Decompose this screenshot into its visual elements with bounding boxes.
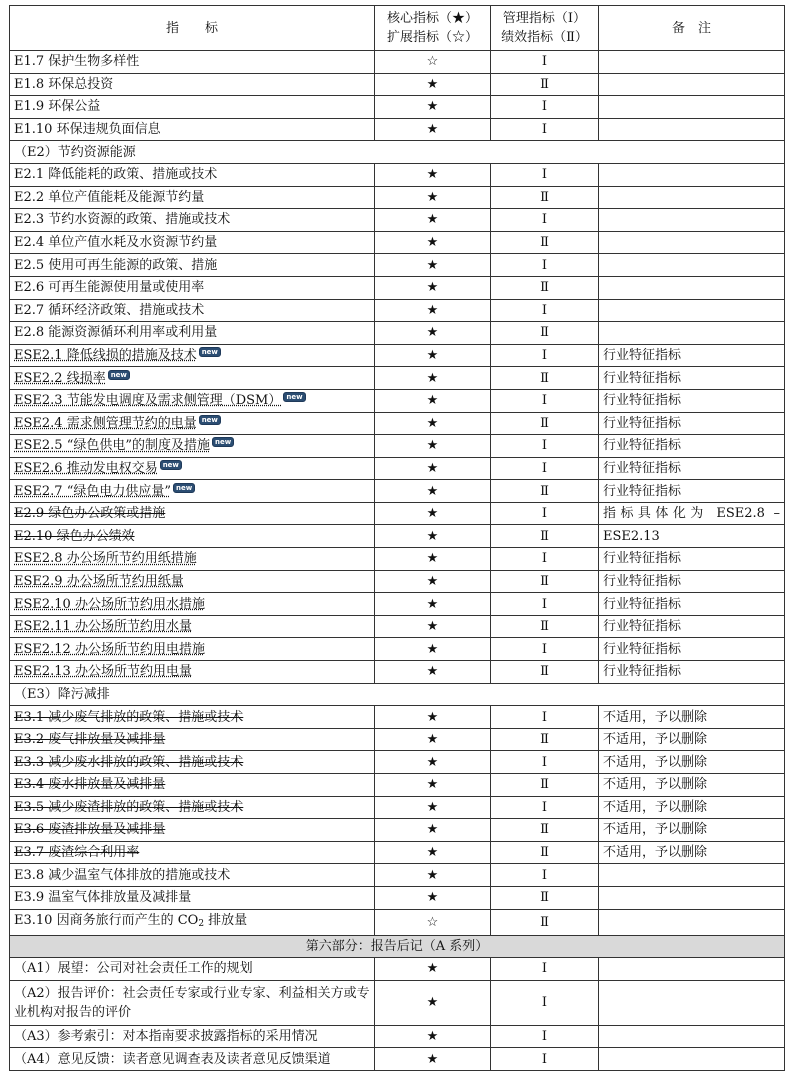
indicator-type: Ⅱ	[491, 322, 599, 345]
table-row	[10, 367, 785, 390]
indicator-type: Ⅰ	[491, 209, 599, 232]
indicator-text-suffix: 排放量	[204, 912, 248, 928]
table-row	[10, 548, 785, 571]
indicator-text: E2.3 节约水资源的政策、措施或技术	[14, 212, 231, 228]
indicator-text: （A1）展望：公司对社会责任工作的规划	[14, 961, 253, 977]
indicator-cell	[10, 389, 375, 412]
remark: 不适用，予以删除	[599, 751, 785, 774]
indicator-text: （A4）意见反馈：读者意见调查表及读者意见反馈渠道	[14, 1051, 331, 1067]
indicator-cell	[10, 548, 375, 571]
solid-star-icon: ★	[375, 480, 491, 503]
indicator-text: E2.4 单位产值水耗及水资源节约量	[14, 235, 218, 251]
indicator-type: Ⅰ	[491, 457, 599, 480]
indicator-cell	[10, 96, 375, 119]
new-badge: new	[199, 415, 221, 425]
solid-star-icon: ★	[375, 276, 491, 299]
table-row	[10, 457, 785, 480]
indicator-text: E1.8 环保总投资	[14, 76, 114, 92]
remark	[599, 958, 785, 981]
indicator-text: E2.10 绿色办公绩效	[14, 528, 135, 544]
indicator-type: Ⅰ	[491, 254, 599, 277]
indicator-text: E3.4 废水排放量及减排量	[14, 777, 166, 793]
indicator-type: Ⅰ	[491, 548, 599, 571]
indicator-text: E1.9 环保公益	[14, 99, 101, 115]
indicator-text: E2.5 使用可再生能源的政策、措施	[14, 257, 218, 273]
indicator-cell	[10, 796, 375, 819]
table-row	[10, 1048, 785, 1071]
table-row	[10, 96, 785, 119]
indicator-text: ESE2.10 办公场所节约用水措施	[14, 596, 205, 612]
solid-star-icon: ★	[375, 73, 491, 96]
indicator-type: Ⅰ	[491, 96, 599, 119]
table-row	[10, 958, 785, 981]
indicator-text: ESE2.4 需求侧管理节约的电量	[14, 415, 197, 431]
solid-star-icon: ★	[375, 254, 491, 277]
table-row	[10, 638, 785, 661]
indicator-cell	[10, 344, 375, 367]
table-row	[10, 276, 785, 299]
indicator-type: Ⅱ	[491, 819, 599, 842]
indicator-text: E3.9 温室气体排放量及减排量	[14, 890, 192, 906]
table-row	[10, 1025, 785, 1048]
indicator-type: Ⅰ	[491, 980, 599, 1025]
remark: 不适用，予以删除	[599, 774, 785, 797]
section-row	[10, 683, 785, 706]
indicator-text: ESE2.12 办公场所节约用电措施	[14, 641, 205, 657]
indicator-cell	[10, 909, 375, 935]
indicator-type: Ⅰ	[491, 389, 599, 412]
solid-star-icon: ★	[375, 344, 491, 367]
remark	[599, 980, 785, 1025]
solid-star-icon: ★	[375, 1025, 491, 1048]
table-row	[10, 344, 785, 367]
indicator-text: ESE2.9 办公场所节约用纸量	[14, 573, 184, 589]
solid-star-icon: ★	[375, 118, 491, 141]
remark	[599, 322, 785, 345]
header-indicator: 指 标	[10, 6, 375, 51]
table-row	[10, 706, 785, 729]
indicator-type: Ⅰ	[491, 706, 599, 729]
indicator-text: E3.8 减少温室气体排放的措施或技术	[14, 867, 231, 883]
table-row	[10, 480, 785, 503]
indicator-type: Ⅱ	[491, 276, 599, 299]
indicator-cell	[10, 728, 375, 751]
indicator-text: ESE2.13 办公场所节约用电量	[14, 664, 192, 680]
indicator-type: Ⅰ	[491, 1048, 599, 1071]
indicator-type: Ⅰ	[491, 751, 599, 774]
table-row	[10, 209, 785, 232]
section-title: （E3）降污减排	[10, 683, 785, 706]
indicator-type: Ⅱ	[491, 728, 599, 751]
solid-star-icon: ★	[375, 163, 491, 186]
hollow-star-icon: ☆	[375, 909, 491, 935]
remark: 不适用，予以删除	[599, 728, 785, 751]
indicator-type: Ⅱ	[491, 909, 599, 935]
new-badge: new	[283, 392, 305, 402]
solid-star-icon: ★	[375, 796, 491, 819]
indicator-type: Ⅱ	[491, 841, 599, 864]
indicator-type: Ⅰ	[491, 864, 599, 887]
header-core-label: 核心指标（★）	[386, 11, 478, 26]
table-row	[10, 322, 785, 345]
remark: 不适用，予以删除	[599, 819, 785, 842]
remark	[599, 254, 785, 277]
new-badge: new	[160, 460, 182, 470]
table-row	[10, 389, 785, 412]
header-mgmt-label: 管理指标（Ⅰ）	[502, 11, 587, 26]
indicator-type: Ⅰ	[491, 958, 599, 981]
remark: 行业特征指标	[599, 435, 785, 458]
table-row	[10, 525, 785, 548]
indicator-cell	[10, 435, 375, 458]
remark	[599, 909, 785, 935]
solid-star-icon: ★	[375, 958, 491, 981]
remark: 行业特征指标	[599, 367, 785, 390]
remark	[599, 96, 785, 119]
indicator-text: ESE2.2 线损率	[14, 370, 106, 386]
remark: 不适用，予以删除	[599, 796, 785, 819]
indicator-cell	[10, 774, 375, 797]
indicator-text: E1.10 环保违规负面信息	[14, 122, 161, 138]
indicator-cell	[10, 886, 375, 909]
solid-star-icon: ★	[375, 886, 491, 909]
table-row	[10, 299, 785, 322]
table-row	[10, 435, 785, 458]
indicator-text: E2.9 绿色办公政策或措施	[14, 506, 166, 522]
indicator-cell	[10, 73, 375, 96]
remark	[599, 186, 785, 209]
remark	[599, 51, 785, 74]
indicator-cell	[10, 570, 375, 593]
indicator-text: ESE2.3 节能发电调度及需求侧管理（DSM）	[14, 393, 282, 409]
remark: 行业特征指标	[599, 593, 785, 616]
indicator-type: Ⅱ	[491, 367, 599, 390]
remark	[599, 209, 785, 232]
header-performance-label: 绩效指标（Ⅱ）	[501, 30, 588, 45]
indicator-type: Ⅰ	[491, 1025, 599, 1048]
indicator-text: E3.10 因商务旅行而产生的 CO	[14, 912, 199, 928]
remark	[599, 163, 785, 186]
remark: 不适用，予以删除	[599, 706, 785, 729]
indicator-text: ESE2.5 “绿色供电”的制度及措施	[14, 438, 210, 454]
remark	[599, 886, 785, 909]
indicator-cell	[10, 525, 375, 548]
solid-star-icon: ★	[375, 706, 491, 729]
indicator-type: Ⅱ	[491, 570, 599, 593]
indicator-type: Ⅰ	[491, 796, 599, 819]
remark: 行业特征指标	[599, 389, 785, 412]
table-row	[10, 864, 785, 887]
indicator-type: Ⅰ	[491, 593, 599, 616]
solid-star-icon: ★	[375, 774, 491, 797]
indicator-text: ESE2.8 办公场所节约用纸措施	[14, 551, 197, 567]
remark: 行业特征指标	[599, 638, 785, 661]
table-row	[10, 796, 785, 819]
solid-star-icon: ★	[375, 209, 491, 232]
indicator-type: Ⅱ	[491, 525, 599, 548]
table-row	[10, 186, 785, 209]
solid-star-icon: ★	[375, 980, 491, 1025]
indicator-text: （A2）报告评价：社会责任专家或行业专家、利益相关方或专业机构对报告的评价	[14, 985, 370, 1020]
indicator-cell	[10, 502, 375, 525]
indicator-type: Ⅰ	[491, 344, 599, 367]
solid-star-icon: ★	[375, 638, 491, 661]
indicator-table	[9, 5, 785, 1071]
solid-star-icon: ★	[375, 819, 491, 842]
indicator-cell	[10, 615, 375, 638]
indicator-text: E2.6 可再生能源使用量或使用率	[14, 280, 205, 296]
indicator-text: ESE2.1 降低线损的措施及技术	[14, 348, 197, 364]
indicator-type: Ⅰ	[491, 118, 599, 141]
solid-star-icon: ★	[375, 322, 491, 345]
indicator-type: Ⅱ	[491, 886, 599, 909]
solid-star-icon: ★	[375, 751, 491, 774]
remark	[599, 231, 785, 254]
remark	[599, 276, 785, 299]
table-row	[10, 728, 785, 751]
remark: 指标具体化为 ESE2.8 –	[599, 502, 785, 525]
indicator-text: ESE2.7 “绿色电力供应量”	[14, 483, 171, 499]
indicator-type: Ⅱ	[491, 661, 599, 684]
remark	[599, 73, 785, 96]
indicator-type: Ⅱ	[491, 412, 599, 435]
remark: 行业特征指标	[599, 457, 785, 480]
table-row	[10, 163, 785, 186]
indicator-cell	[10, 706, 375, 729]
indicator-cell	[10, 457, 375, 480]
hollow-star-icon: ☆	[375, 51, 491, 74]
indicator-type: Ⅰ	[491, 299, 599, 322]
indicator-type: Ⅰ	[491, 163, 599, 186]
indicator-cell	[10, 480, 375, 503]
indicator-cell	[10, 163, 375, 186]
remark: 行业特征指标	[599, 412, 785, 435]
remark: 不适用，予以删除	[599, 841, 785, 864]
indicator-cell	[10, 299, 375, 322]
remark	[599, 299, 785, 322]
header-remarks: 备 注	[599, 6, 785, 51]
indicator-cell	[10, 1025, 375, 1048]
table-row	[10, 570, 785, 593]
remark	[599, 1025, 785, 1048]
new-badge: new	[108, 370, 130, 380]
indicator-text: E3.1 减少废气排放的政策、措施或技术	[14, 709, 244, 725]
indicator-cell	[10, 322, 375, 345]
solid-star-icon: ★	[375, 525, 491, 548]
indicator-text: E3.5 减少废渣排放的政策、措施或技术	[14, 799, 244, 815]
indicator-text: E1.7 保护生物多样性	[14, 54, 140, 70]
remark: 行业特征指标	[599, 548, 785, 571]
indicator-type: Ⅱ	[491, 231, 599, 254]
indicator-type: Ⅰ	[491, 51, 599, 74]
indicator-cell	[10, 118, 375, 141]
indicator-cell	[10, 186, 375, 209]
remark: 行业特征指标	[599, 615, 785, 638]
indicator-cell	[10, 661, 375, 684]
remark: 行业特征指标	[599, 661, 785, 684]
indicator-cell	[10, 751, 375, 774]
indicator-cell	[10, 254, 375, 277]
indicator-text: ESE2.6 推动发电权交易	[14, 460, 158, 476]
header-mgmt-performance	[491, 6, 599, 51]
indicator-cell	[10, 1048, 375, 1071]
part-title: 第六部分：报告后记（A 系列）	[10, 935, 785, 958]
indicator-type: Ⅰ	[491, 502, 599, 525]
solid-star-icon: ★	[375, 96, 491, 119]
indicator-cell	[10, 841, 375, 864]
table-row	[10, 231, 785, 254]
section-row	[10, 141, 785, 164]
indicator-cell	[10, 980, 375, 1025]
solid-star-icon: ★	[375, 661, 491, 684]
solid-star-icon: ★	[375, 367, 491, 390]
table-row	[10, 593, 785, 616]
indicator-text: E2.7 循环经济政策、措施或技术	[14, 302, 205, 318]
solid-star-icon: ★	[375, 502, 491, 525]
indicator-cell	[10, 231, 375, 254]
indicator-type: Ⅰ	[491, 638, 599, 661]
indicator-type: Ⅱ	[491, 186, 599, 209]
indicator-cell	[10, 276, 375, 299]
table-row	[10, 502, 785, 525]
remark	[599, 118, 785, 141]
solid-star-icon: ★	[375, 615, 491, 638]
table-row	[10, 841, 785, 864]
remark: 行业特征指标	[599, 570, 785, 593]
table-row	[10, 51, 785, 74]
part-title-row	[10, 935, 785, 958]
table-row	[10, 751, 785, 774]
table-row	[10, 412, 785, 435]
solid-star-icon: ★	[375, 186, 491, 209]
solid-star-icon: ★	[375, 593, 491, 616]
indicator-type: Ⅱ	[491, 73, 599, 96]
remark	[599, 1048, 785, 1071]
solid-star-icon: ★	[375, 728, 491, 751]
indicator-cell	[10, 864, 375, 887]
table-header	[10, 6, 785, 51]
indicator-cell	[10, 958, 375, 981]
indicator-cell	[10, 412, 375, 435]
remark: ESE2.13	[599, 525, 785, 548]
table-row	[10, 661, 785, 684]
table-row	[10, 118, 785, 141]
table-row	[10, 254, 785, 277]
indicator-text: E3.6 废渣排放量及减排量	[14, 822, 166, 838]
indicator-cell	[10, 51, 375, 74]
new-badge: new	[212, 437, 234, 447]
indicator-type: Ⅰ	[491, 435, 599, 458]
indicator-cell	[10, 209, 375, 232]
solid-star-icon: ★	[375, 389, 491, 412]
table-row	[10, 615, 785, 638]
indicator-text: E3.2 废气排放量及减排量	[14, 732, 166, 748]
remark: 行业特征指标	[599, 344, 785, 367]
indicator-type: Ⅱ	[491, 480, 599, 503]
solid-star-icon: ★	[375, 412, 491, 435]
solid-star-icon: ★	[375, 864, 491, 887]
table-body	[10, 51, 785, 1071]
table-row	[10, 73, 785, 96]
table-row	[10, 886, 785, 909]
solid-star-icon: ★	[375, 1048, 491, 1071]
solid-star-icon: ★	[375, 570, 491, 593]
remark	[599, 864, 785, 887]
table-row	[10, 774, 785, 797]
table-row	[10, 819, 785, 842]
new-badge: new	[173, 483, 195, 493]
indicator-text: E2.8 能源资源循环利用率或利用量	[14, 325, 218, 341]
table-row	[10, 980, 785, 1025]
indicator-type: Ⅱ	[491, 615, 599, 638]
remark: 行业特征指标	[599, 480, 785, 503]
solid-star-icon: ★	[375, 457, 491, 480]
subscript: 2	[198, 918, 205, 929]
solid-star-icon: ★	[375, 841, 491, 864]
solid-star-icon: ★	[375, 435, 491, 458]
header-extended-label: 扩展指标（☆）	[386, 30, 478, 45]
section-title: （E2）节约资源能源	[10, 141, 785, 164]
indicator-type: Ⅱ	[491, 774, 599, 797]
indicator-text: E2.1 降低能耗的政策、措施或技术	[14, 167, 218, 183]
solid-star-icon: ★	[375, 231, 491, 254]
indicator-text: （A3）参考索引：对本指南要求披露指标的采用情况	[14, 1029, 318, 1045]
header-core-extended	[375, 6, 491, 51]
indicator-cell	[10, 819, 375, 842]
indicator-cell	[10, 593, 375, 616]
indicator-text: E2.2 单位产值能耗及能源节约量	[14, 189, 205, 205]
new-badge: new	[199, 347, 221, 357]
table-row	[10, 909, 785, 935]
indicator-cell	[10, 638, 375, 661]
indicator-text: E3.3 减少废水排放的政策、措施或技术	[14, 754, 244, 770]
indicator-text: ESE2.11 办公场所节约用水量	[14, 619, 192, 635]
solid-star-icon: ★	[375, 299, 491, 322]
solid-star-icon: ★	[375, 548, 491, 571]
indicator-cell	[10, 367, 375, 390]
indicator-text: E3.7 废渣综合利用率	[14, 845, 140, 861]
